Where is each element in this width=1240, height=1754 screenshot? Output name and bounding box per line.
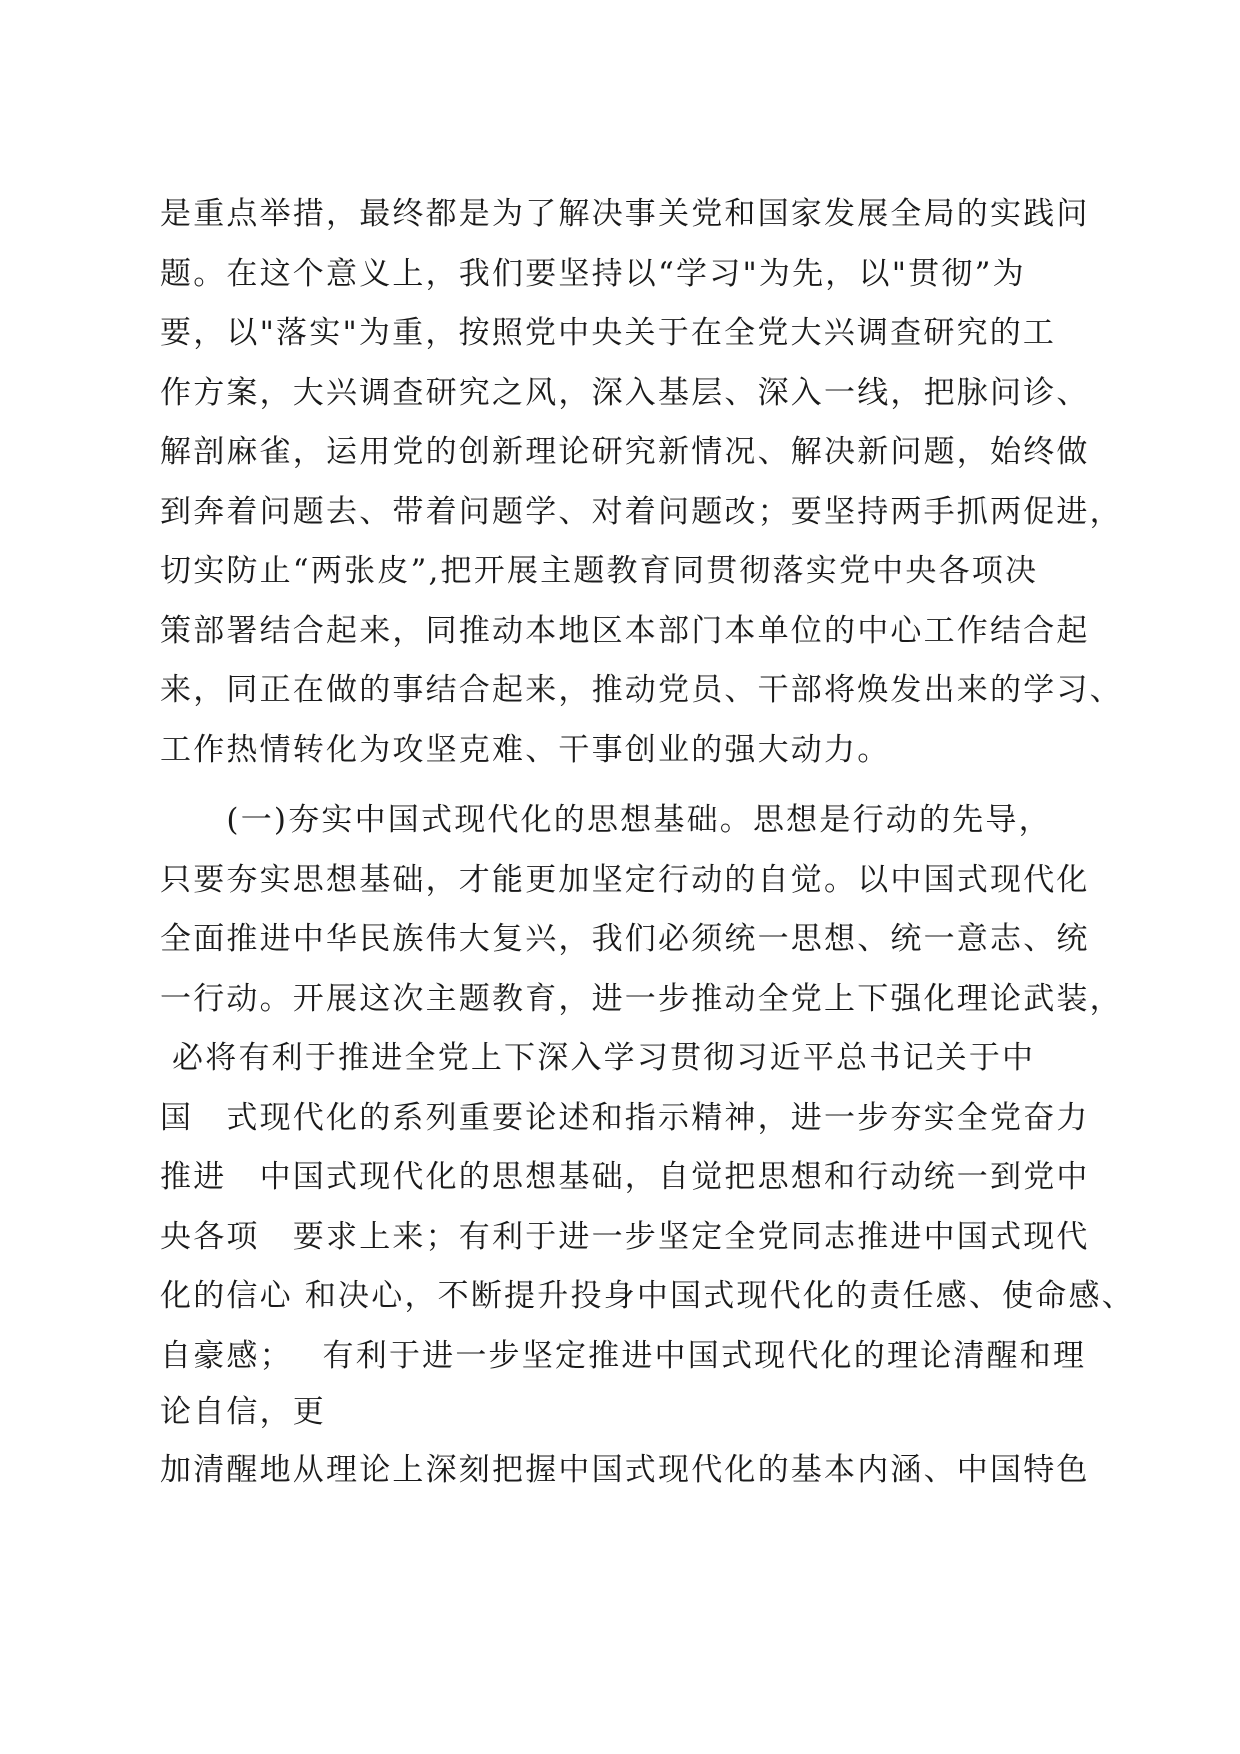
- section-heading-line: (一)夯实中国式现代化的思想基础。思想是行动的先导，: [160, 802, 1052, 838]
- text-line: 全面推进中华民族伟大复兴，我们必须统一思想、统一意志、统: [160, 921, 1090, 957]
- text-line: 到奔着问题去、带着问题学、对着问题改；要坚持两手抓两促进，: [160, 494, 1123, 530]
- text-line: 化的信心 和决心，不断提升投身中国式现代化的责任感、使命感、: [160, 1278, 1135, 1314]
- text-line: 推进 中国式现代化的思想基础，自觉把思想和行动统一到党中: [160, 1159, 1090, 1195]
- text-line: 一行动。开展这次主题教育，进一步推动全党上下强化理论武装，: [160, 981, 1123, 1017]
- text-line: 题。在这个意义上，我们要坚持以“学习"为先，以"贯彻”为: [160, 256, 1026, 292]
- text-line: 工作热情转化为攻坚克难、干事创业的强大动力。: [160, 732, 891, 768]
- text-line: 论自信，更: [160, 1394, 326, 1430]
- text-line: 国 式现代化的系列重要论述和指示精神，进一步夯实全党奋力: [160, 1100, 1090, 1136]
- text-line: 解剖麻雀，运用党的创新理论研究新情况、解决新问题，始终做: [160, 434, 1090, 470]
- text-line: 作方案，大兴调查研究之风，深入基层、深入一线，把脉问诊、: [160, 375, 1090, 411]
- text-line: 是重点举措，最终都是为了解决事关党和国家发展全局的实践问: [160, 196, 1090, 232]
- text-line: 要，以"落实"为重，按照党中央关于在全党大兴调查研究的工: [160, 315, 1057, 351]
- text-line: 策部署结合起来，同推动本地区本部门本单位的中心工作结合起: [160, 613, 1090, 649]
- text-line: 央各项 要求上来；有利于进一步坚定全党同志推进中国式现代: [160, 1219, 1090, 1255]
- text-line: 切实防止“两张皮”,把开展主题教育同贯彻落实党中央各项决: [160, 553, 1039, 589]
- text-line: 加清醒地从理论上深刻把握中国式现代化的基本内涵、中国特色: [160, 1452, 1090, 1488]
- text-line: 必将有利于推进全党上下深入学习贯彻习近平总书记关于中: [160, 1040, 1036, 1076]
- text-line: 来，同正在做的事结合起来，推动党员、干部将焕发出来的学习、: [160, 672, 1123, 708]
- text-line: 只要夯实思想基础，才能更加坚定行动的自觉。以中国式现代化: [160, 862, 1090, 898]
- text-line: 自豪感； 有利于进一步坚定推进中国式现代化的理论清醒和理: [160, 1338, 1087, 1374]
